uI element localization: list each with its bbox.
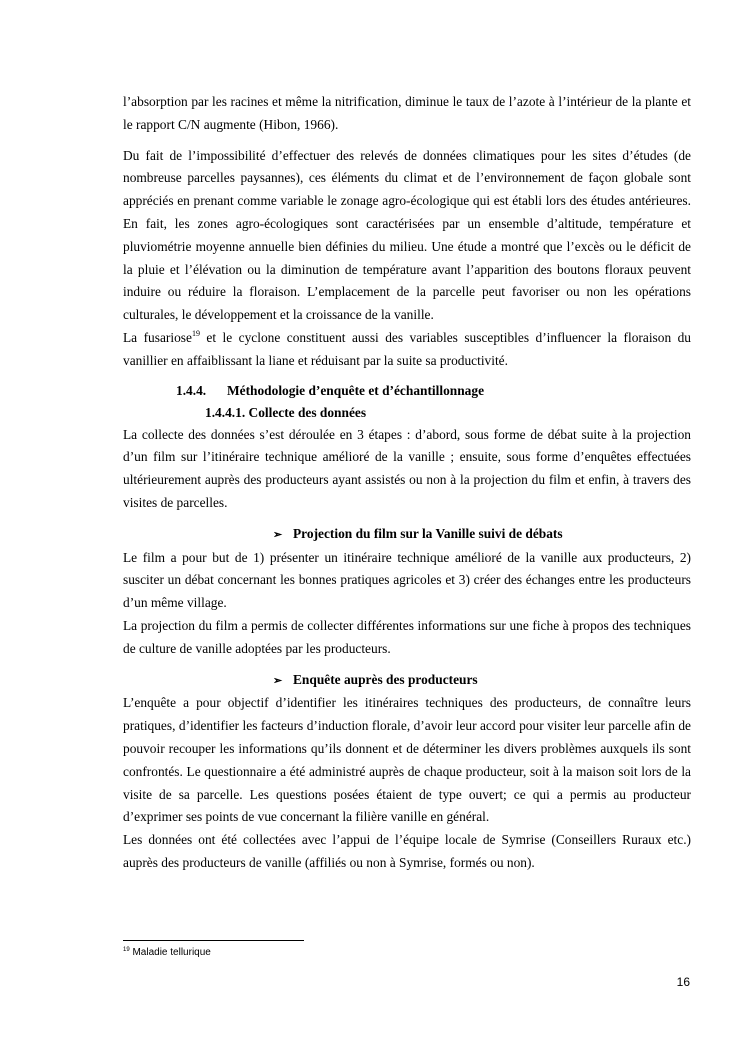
- bullet-heading-text: Enquête auprès des producteurs: [293, 671, 478, 687]
- section-number: 1.4.4.: [176, 382, 207, 398]
- paragraph-film-goal: Le film a pour but de 1) présenter un itinéraire technique amélioré de la vanille aux producteurs, 2) susciter un débat concernant les bonnes pratiques agricoles et 3) créer des échanges entre les producteurs d’un même village.: [123, 549, 691, 611]
- section-heading: [176, 380, 691, 402]
- section-title: Méthodologie d’enquête et d’échantillonnage: [227, 382, 485, 398]
- arrow-bullet-icon: ➢: [273, 528, 283, 541]
- arrow-bullet-icon: ➢: [273, 674, 283, 687]
- bullet-heading-text: Projection du film sur la Vanille suivi de débats: [293, 525, 563, 541]
- footnote-reference[interactable]: 19: [191, 328, 200, 338]
- paragraph-hibon: l’absorption par les racines et même la nitrification, diminue le taux de l’azote à l’intérieur de la plante et le rapport C/N augmente (Hibon, 1966).: [123, 94, 691, 132]
- page-body: [123, 91, 691, 875]
- paragraph-film-info: La projection du film a permis de collecter différentes informations sur une fiche à propos des techniques de culture de vanille adoptées par les producteurs.: [123, 617, 691, 656]
- footnote: [123, 947, 211, 958]
- paragraph-fusariose: [123, 327, 691, 373]
- paragraph-enquete: L’enquête a pour objectif d’identifier les itinéraires techniques des producteurs, de connaître leurs pratiques, d’identifier les facteurs d’induction florale, d’avoir leur accord pour visiter leur parcelle afin de pouvoir recouper les informations qu’ils donnent et de déterminer les divers problèmes auxquels ils sont confrontés. Le questionnaire a été administré auprès de chaque producteur, soit à la maison soit lors de la visite de sa parcelle. Les questions posées étaient de type ouvert; ce qui a permis au producteur d’exprimer ses points de vue concernant la filière vanille en général.: [123, 695, 691, 825]
- bullet-heading-enquete: [123, 669, 691, 693]
- footnote-text: Maladie tellurique: [132, 947, 211, 958]
- page-number: 16: [676, 975, 690, 989]
- fusariose-text-rest: et le cyclone constituent aussi des variables susceptibles d’influencer la floraison du vanillier en affaiblissant la liane et réduisant par la suite sa productivité.: [123, 329, 692, 368]
- footnote-number: 19: [123, 947, 130, 953]
- footnote-divider: [123, 940, 304, 941]
- paragraph-symrise: Les données ont été collectées avec l’appui de l’équipe locale de Symrise (Conseillers Ruraux etc.) auprès des producteurs de vanille (affiliés ou non à Symrise, formés ou non).: [123, 832, 691, 870]
- paragraph-collecte: La collecte des données s’est déroulée en 3 étapes : d’abord, sous forme de débat suite à la projection d’un film sur l’itinéraire technique amélioré de la vanille ; ensuite, sous forme d’enquêtes effectuées ultérieurement auprès des producteurs ayant assistés ou non à la projection du film et enfin, à travers des visites de parcelles.: [123, 426, 691, 510]
- subsection-heading: 1.4.4.1. Collecte des données: [205, 404, 367, 420]
- fusariose-text: La fusariose: [123, 329, 192, 345]
- bullet-heading-projection: [123, 523, 691, 547]
- paragraph-climate: Du fait de l’impossibilité d’effectuer des relevés de données climatiques pour les sites d’études (de nombreuse parcelles paysannes), ces éléments du climat et de l’environnement de façon globale sont appréciés en prenant comme variable le zonage agro-écologique qui est établi lors des études antérieures. En fait, les zones agro-écologiques sont caractérisées par un ensemble d’altitude, température et pluviométrie moyenne annuelle bien définies du milieu. Une étude a montré que l’excès ou le déficit de la pluie et l’élévation ou la diminution de température avant l’apparition des boutons floraux peuvent induire ou réduire la floraison. L’emplacement de la parcelle peut favoriser ou non les opérations culturales, le développement et la croissance de la vanille.: [123, 147, 691, 323]
